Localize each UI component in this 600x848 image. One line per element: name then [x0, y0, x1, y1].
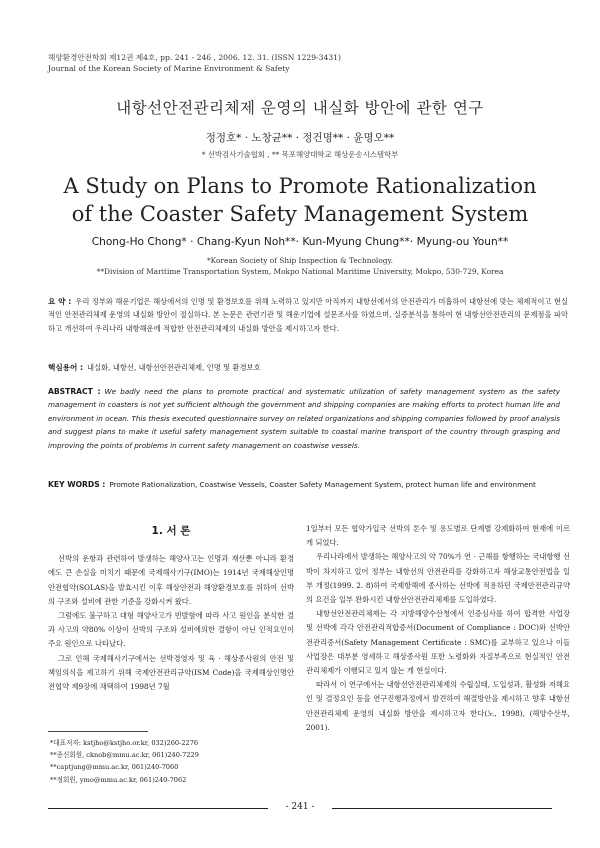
journal-citation: 해양환경안전학회 제12권 제4호, pp. 241 - 246 , 2006. 12. 31. (ISSN 1229-3431): [48, 53, 341, 62]
right-column: [306, 522, 570, 735]
korean-keywords-text: 내실화, 내항선, 내항선안전관리체제, 인명 및 환경보호: [87, 363, 261, 372]
footnote: **종신회원, cknob@mmu.ac.kr, 061)240-7229: [50, 751, 199, 760]
korean-abstract: [48, 295, 568, 335]
paragraph: 내항선안전관리체제는 각 지방해양수산청에서 인증심사를 하여 합격한 사업장 및 선박에 각각 안전관리적합증서(Document of Compliance : DOC)와 선박안전관리증서(Safety Management Certificate : SMC)를 교부하고 있으나 이들 사업장은 대부분 영세하고 해상종사원 또한 노령화와 자질부족으로 현실적인 안전관리체제가 이행되고 있지 않는 게 현실이다.: [306, 609, 570, 676]
journal-name: Journal of the Korean Society of Marine Environment & Safety: [48, 64, 290, 73]
english-keywords: [48, 478, 558, 491]
english-affiliation: [0, 255, 600, 277]
paragraph: 그럼에도 불구하고 대형 해양사고가 빈발함에 따라 사고 원인을 분석한 결과 사고의 약80% 이상이 선박의 구조와 설비에의한 결함이 아닌 인적요인이 주요 원인으로 나타났다.: [48, 611, 294, 649]
english-title-line-1: A Study on Plans to Promote Rationalization: [63, 174, 537, 198]
english-abstract-text: We badly need the plans to promote practical and systematic utilization of safety management system as the safety management in coasters is not yet sufficient although the government and shipping companies are making efforts to protect human life and environment in ocean. This thesis executed questionnaire survey on related organizations and shipping companies followed by proof analysis and suggest plans to make it useful safety management system suitable to coastal marine transport of the country through grasping and improving the points of problems in current safety management on coastwise vessels.: [48, 387, 560, 450]
footnotes: [50, 737, 296, 786]
left-column: [48, 520, 294, 694]
footnote: **captjung@mmu.ac.kr, 061)240-7060: [50, 763, 179, 772]
english-title: [0, 172, 600, 228]
footnote-divider: [48, 731, 148, 732]
korean-affiliation: * 선박검사기술협회 , ** 목포해양대학교 해상운송시스템학부: [201, 150, 399, 159]
footnote: *대표저자: kstjho@kstjho.or.kr, 032)260-2276: [50, 739, 199, 747]
paragraph: 따라서 이 연구에서는 내항선안전관리체제의 수립실태, 도입성과, 활성화 저해요인 및 결정요인 등을 연구진행과정에서 발견하여 해결방안을 제시하고 향후 내항선안전관리체제 운영의 내실화 방안을 제시하고자 한다(노, 1998), (해양수산부, 2001).: [306, 680, 570, 732]
section-heading: 1. 서 론: [151, 525, 191, 537]
english-keywords-label: KEY WORDS :: [48, 480, 106, 489]
korean-abstract-text: 우리 정부와 해운기업은 해상에서의 인명 및 환경보호를 위해 노력하고 있지만 아직까지 내항선에서의 안전관리가 미흡하여 내항선에 맞는 체제적이고 현실적인 안전관리체제 운영의 내실화 방안이 절실하다. 본 논문은 관련기관 및 해운기업에 설문조사를 하였으며, 실증분석을 통하여 현 내항선안전관리의 문제점을 파악하고 개선하여 우리나라 내항해운에 적합한 안전관리체제의 내실화 방안을 제시하고자 한다.: [48, 297, 568, 333]
korean-keywords: [48, 362, 568, 373]
korean-abstract-label: 요 약 :: [48, 297, 72, 306]
korean-keywords-label: 핵심용어 :: [48, 363, 84, 372]
journal-header: [48, 52, 341, 74]
page-number: - 241 -: [285, 802, 315, 812]
korean-title: 내항선안전관리체제 운영의 내실화 방안에 관한 연구: [116, 99, 484, 117]
paragraph: 우리나라에서 발생하는 해양사고의 약 70%가 연 · 근해를 항행하는 국내항행 선박이 차지하고 있어 정부는 내항선의 안전관리를 강화하고자 해상교통안전법을 일부 개정(1999. 2. 8)하여 국제항해에 종사하는 선박에 적용하던 국제안전관리규약의 요건을 일부 완화시킨 내항선안전관리체제를 도입하였다.: [306, 552, 570, 605]
paragraph: 그로 인해 국제해사기구에서는 선박경영자 및 육 · 해상종사원의 안전 및 책임의식을 제고하기 위해 국제안전관리규약(ISM Code)을 국제해상인명안전협약 제9장에 채택하여 1998년 7월: [48, 653, 294, 692]
affiliation-2: **Division of Maritime Transportation System, Mokpo National Maritime University, Mokpo, 530-729, Korea: [96, 267, 504, 276]
affiliation-1: *Korean Society of Ship Inspection & Technology.: [206, 256, 394, 265]
english-title-line-2: of the Coaster Safety Management System: [71, 202, 529, 226]
korean-authors: 정정호* · 노창균** · 정건명** · 윤명오**: [205, 132, 395, 144]
english-abstract: [48, 385, 560, 452]
footnote: **정회원, ymo@mmu.ac.kr, 061)240-7062: [50, 775, 187, 784]
paragraph: 선박의 운항과 관련하여 발생하는 해양사고는 인명과 재산뿐 아니라 환경에도 큰 손실을 미치기 때문에 국제해사기구(IMO)는 1914년 국제해상인명안전협약(SOLAS)을 발효시킨 이후 해상안전과 해양환경보호를 위하여 선박의 구조와 설비에 관한 기준을 강화시켜 왔다.: [48, 554, 294, 606]
english-authors: Chong-Ho Chong* · Chang-Kyun Noh**· Kun-Myung Chung**· Myung-ou Youn**: [91, 236, 509, 248]
english-abstract-label: ABSTRACT :: [48, 387, 101, 396]
paragraph: 1일부터 모든 협약가입국 선박의 톤수 및 용도별로 단계별 강제화하여 현재에 이르게 되었다.: [306, 524, 570, 548]
english-keywords-text: Promote Rationalization, Coastwise Vessels, Coaster Safety Management System, protect human life and environment: [109, 480, 536, 489]
